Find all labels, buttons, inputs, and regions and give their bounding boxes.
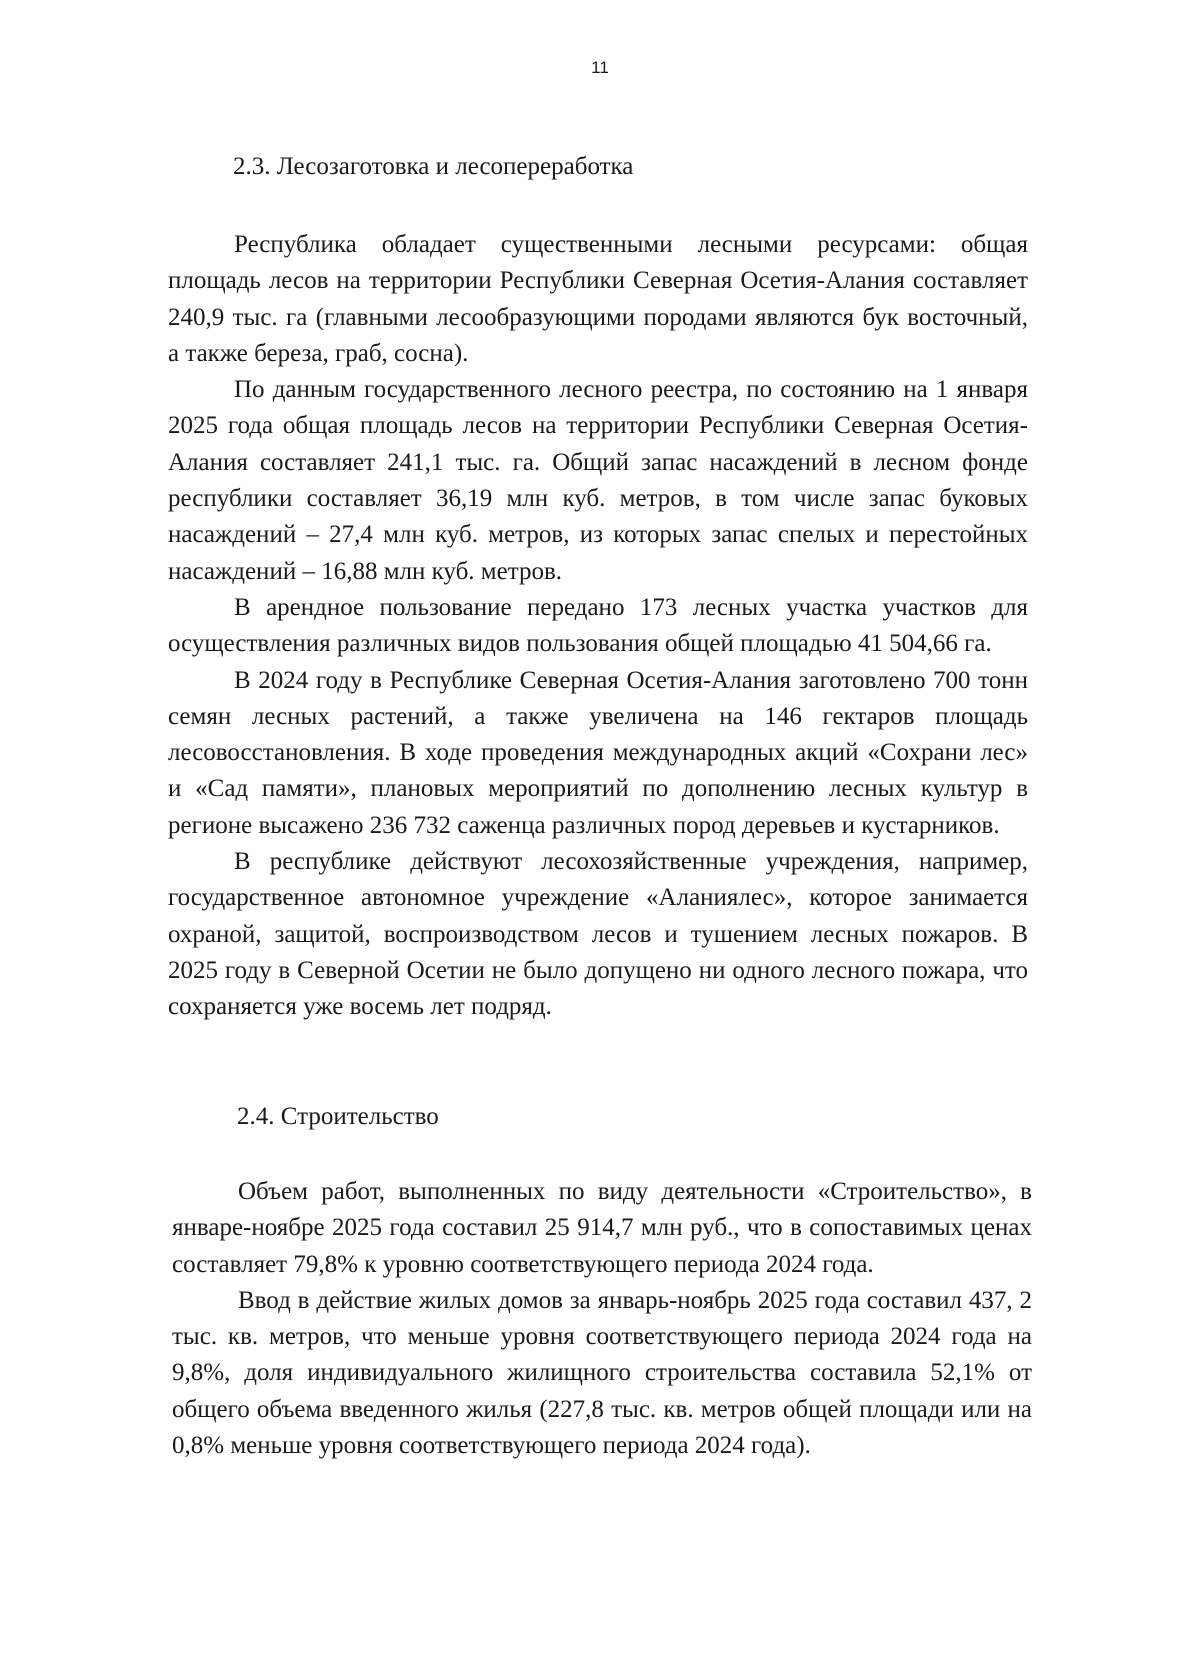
page-number: 11 (591, 58, 609, 77)
paragraph: По данным государственного лесного реестра, по состоянию на 1 января 2025 года общая площадь лесов на территории Республики Северная Осетия-Алания составляет 241,1 тыс. га. Общий запас насаждений в лесном фонде республики составляет 36,19 млн куб. метров, в том числе запас буковых насаждений – 27,4 млн куб. метров, из которых запас спелых и перестойных насаждений – 16,88 млн куб. метров. (168, 376, 1028, 585)
section-body-logging (168, 227, 1028, 1026)
section-body-construction (172, 1174, 1032, 1464)
paragraph: Ввод в действие жилых домов за январь-ноябрь 2025 года составил 437, 2 тыс. кв. метров, что меньше уровня соответствующего периода 2024 года на 9,8%, доля индивидуального жилищного строительства составила 52,1% от общего объема введенного жилья (227,8 тыс. кв. метров общей площади или на 0,8% меньше уровня соответствующего периода 2024 года). (172, 1286, 1032, 1460)
paragraph: Республика обладает существенными лесными ресурсами: общая площадь лесов на территории Республики Северная Осетия-Алания составляет 240,9 тыс. га (главными лесообразующими породами являются бук восточный, а также береза, граб, сосна). (168, 231, 1028, 367)
section-title-construction: 2.4. Строительство (237, 1103, 439, 1130)
paragraph: В арендное пользование передано 173 лесных участка участков для осуществления различных видов пользования общей площадью 41 504,66 га. (168, 593, 1028, 658)
section-title-logging: 2.3. Лесозаготовка и лесопереработка (233, 153, 634, 180)
paragraph: В 2024 году в Республике Северная Осетия-Алания заготовлено 700 тонн семян лесных растений, а также увеличена на 146 гектаров площадь лесовосстановления. В ходе проведения международных акций «Сохрани лес» и «Сад памяти», плановых мероприятий по дополнению лесных культур в регионе высажено 236 732 саженца различных пород деревьев и кустарников. (168, 666, 1028, 839)
section-construction (172, 1100, 1032, 1464)
paragraph: В республике действуют лесохозяйственные учреждения, например, государственное автономное учреждение «Аланиялес», которое занимается охраной, защитой, воспроизводством лесов и тушением лесных пожаров. В 2025 году в Северной Осетии не было допущено ни одного лесного пожара, что сохраняется уже восемь лет подряд. (168, 848, 1028, 1021)
section-logging (168, 150, 1028, 1026)
paragraph: Объем работ, выполненных по виду деятельности «Строительство», в январе-ноябре 2025 года составил 25 914,7 млн руб., что в сопоставимых ценах составляет 79,8% к уровню соответствующего периода 2024 года. (172, 1178, 1032, 1278)
